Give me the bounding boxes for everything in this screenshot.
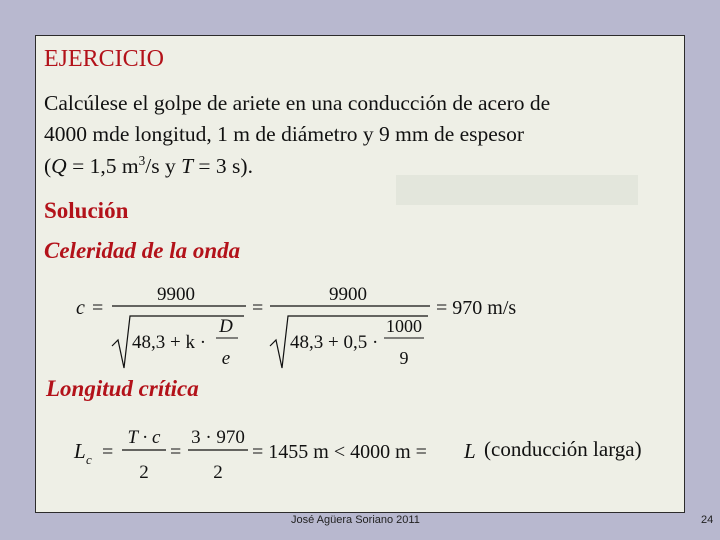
svg-text:(conducción larga): (conducción larga) bbox=[484, 437, 642, 461]
svg-text:9900: 9900 bbox=[157, 284, 195, 305]
critical-length-heading: Longitud crítica bbox=[46, 376, 199, 401]
svg-text:=: = bbox=[92, 297, 104, 319]
svg-text:c: c bbox=[76, 297, 85, 319]
svg-text:3 · 970: 3 · 970 bbox=[191, 427, 245, 448]
svg-text:D: D bbox=[219, 316, 233, 337]
svg-text:L: L bbox=[74, 439, 86, 463]
slide-title: EJERCICIO bbox=[44, 46, 164, 72]
svg-text:9900: 9900 bbox=[329, 284, 367, 305]
svg-text:9: 9 bbox=[399, 348, 409, 368]
svg-text:= 1455 m < 4000 m =: = 1455 m < 4000 m = bbox=[252, 441, 427, 463]
critical-length-formula bbox=[66, 418, 686, 488]
svg-text:e: e bbox=[221, 348, 231, 369]
solution-heading: Solución bbox=[44, 198, 129, 223]
statement-line-2: 4000 mde longitud, 1 m de diámetro y 9 mm de espesor bbox=[44, 122, 525, 146]
svg-text:=: = bbox=[252, 297, 264, 319]
statement-line-1: Calcúlese el golpe de ariete en una conducción de acero de bbox=[44, 91, 551, 115]
slide bbox=[35, 35, 714, 526]
svg-text:c: c bbox=[86, 452, 92, 467]
highlight-box bbox=[396, 175, 638, 205]
svg-text:=: = bbox=[170, 441, 182, 463]
svg-text:=: = bbox=[102, 441, 114, 463]
footer-author: José Agüera Soriano 2011 bbox=[291, 514, 420, 526]
svg-text:48,3 + 0,5 ·: 48,3 + 0,5 · bbox=[290, 332, 379, 353]
svg-text:= 970 m/s: = 970 m/s bbox=[436, 297, 517, 319]
celerity-heading: Celeridad de la onda bbox=[44, 238, 241, 263]
svg-text:1000: 1000 bbox=[386, 316, 422, 336]
celerity-formula bbox=[66, 274, 546, 374]
svg-text:L: L bbox=[464, 439, 476, 463]
svg-text:2: 2 bbox=[139, 462, 149, 483]
svg-text:2: 2 bbox=[213, 462, 223, 483]
statement-line-3: (Q = 1,5 $m^3/s$ y T = 3 s). bbox=[44, 153, 253, 179]
page-number: 24 bbox=[701, 514, 714, 526]
svg-text:48,3 + k ·: 48,3 + k · bbox=[132, 332, 207, 353]
svg-text:T · c: T · c bbox=[127, 427, 161, 448]
